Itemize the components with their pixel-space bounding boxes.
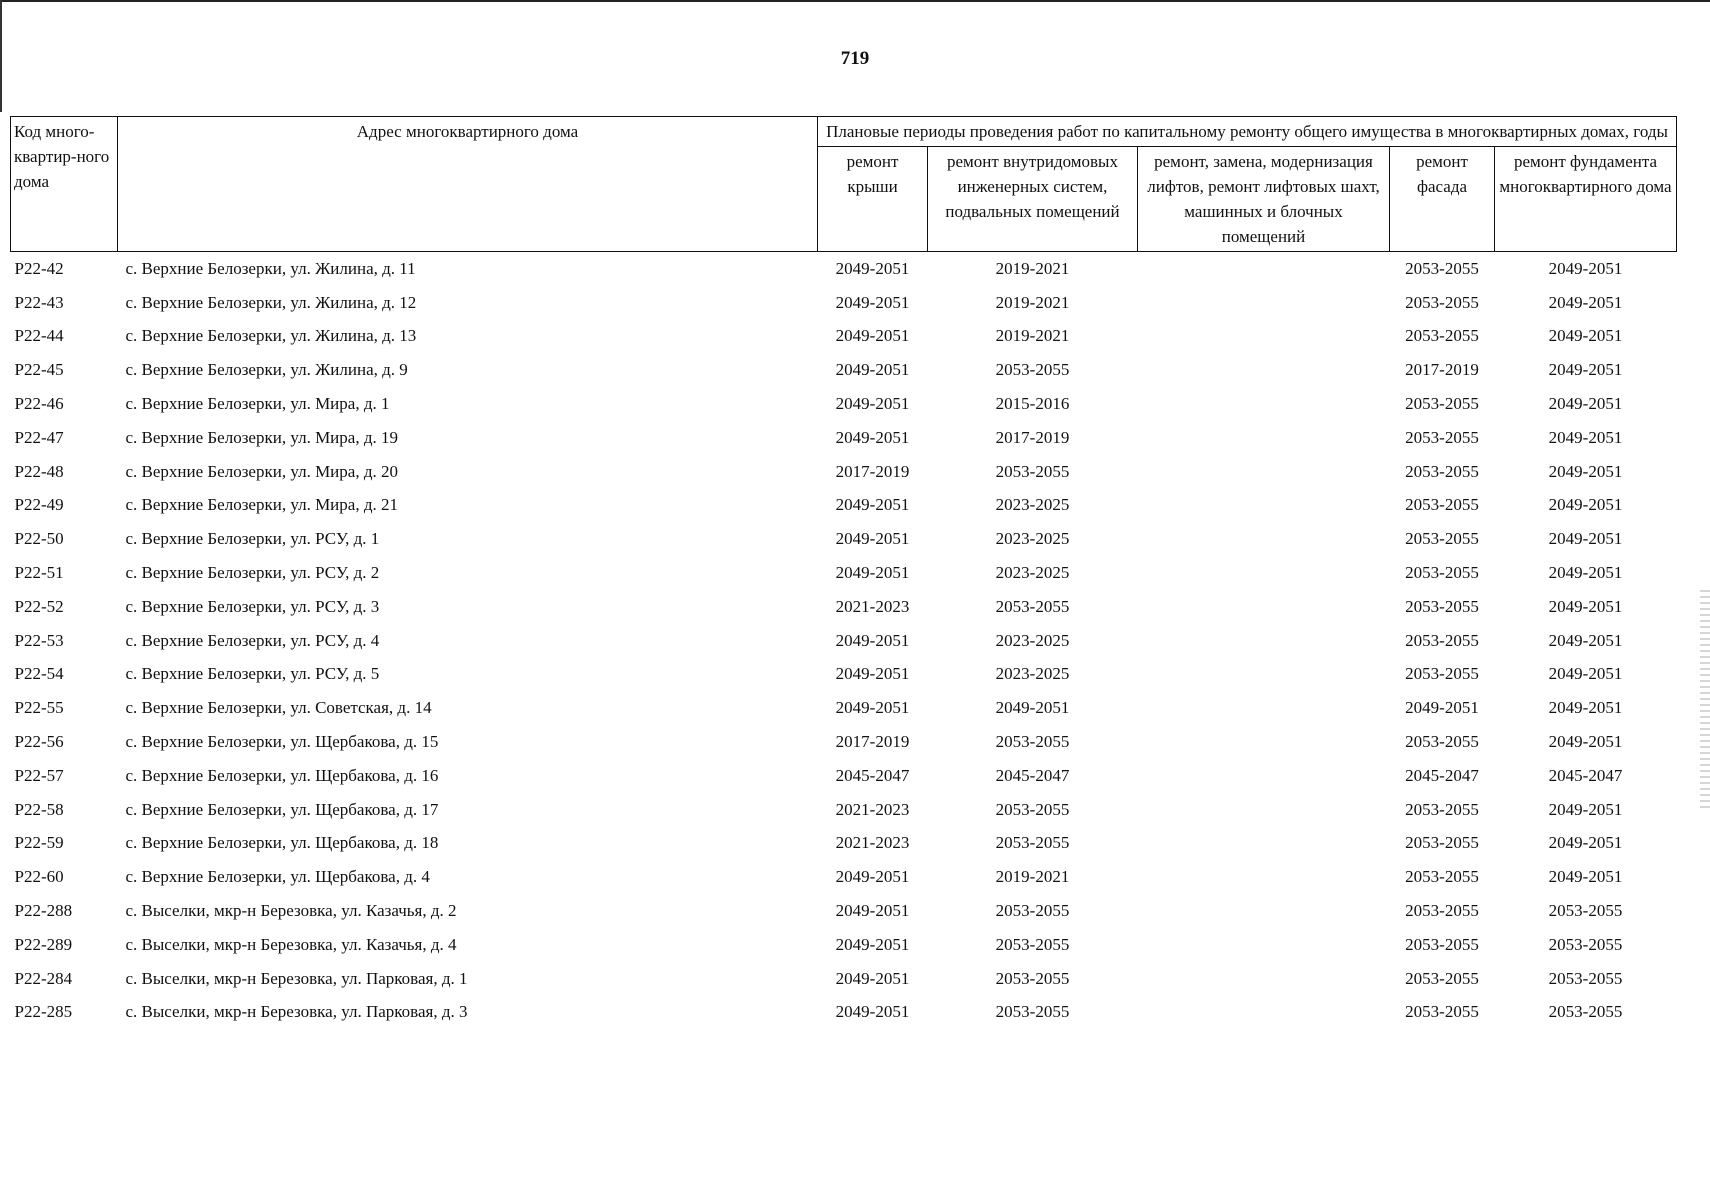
cell-code: Р22-50 <box>14 529 64 549</box>
cell-engineering-period: 2019-2021 <box>995 867 1070 887</box>
cell-foundation-period: 2049-2051 <box>1548 630 1623 650</box>
cell-address: с. Верхние Белозерки, ул. Щербакова, д. 16 <box>125 765 439 785</box>
cell-address: с. Верхние Белозерки, ул. РСУ, д. 2 <box>125 563 380 583</box>
page-number: 719 <box>840 48 870 69</box>
cell-elevators-period <box>1138 996 1390 1030</box>
cell-foundation-period: 2049-2051 <box>1548 360 1623 380</box>
table-row <box>11 928 1677 962</box>
cell-facade-period: 2053-2055 <box>1405 732 1479 752</box>
table-row <box>11 658 1677 692</box>
cell-foundation-period: 2053-2055 <box>1548 934 1623 954</box>
cell-address: с. Верхние Белозерки, ул. Мира, д. 20 <box>125 461 398 481</box>
cell-facade-period: 2053-2055 <box>1405 427 1479 447</box>
cell-roof-period: 2049-2051 <box>835 292 910 312</box>
cell-foundation-period: 2049-2051 <box>1548 732 1623 752</box>
cell-address: с. Выселки, мкр-н Березовка, ул. Казачья, д. 4 <box>125 934 457 954</box>
cell-address: с. Верхние Белозерки, ул. Мира, д. 1 <box>125 394 390 414</box>
cell-roof-period: 2049-2051 <box>835 326 910 346</box>
table-row <box>11 590 1677 624</box>
cell-elevators-period <box>1138 556 1390 590</box>
cell-elevators-period <box>1138 455 1390 489</box>
cell-engineering-period: 2053-2055 <box>995 732 1070 752</box>
cell-roof-period: 2021-2023 <box>835 833 910 853</box>
cell-address: с. Выселки, мкр-н Березовка, ул. Парковая, д. 3 <box>125 1002 468 1022</box>
cell-engineering-period: 2053-2055 <box>995 934 1070 954</box>
cell-elevators-period <box>1138 962 1390 996</box>
cell-code: Р22-284 <box>14 968 73 988</box>
cell-facade-period: 2053-2055 <box>1405 258 1479 278</box>
cell-foundation-period: 2049-2051 <box>1548 495 1623 515</box>
table-row <box>11 759 1677 793</box>
cell-roof-period: 2049-2051 <box>835 529 910 549</box>
table-row <box>11 793 1677 827</box>
cell-facade-period: 2053-2055 <box>1405 901 1479 921</box>
cell-engineering-period: 2053-2055 <box>995 360 1070 380</box>
cell-facade-period: 2049-2051 <box>1405 698 1479 718</box>
cell-code: Р22-44 <box>14 326 64 346</box>
cell-facade-period: 2053-2055 <box>1405 563 1479 583</box>
cell-foundation-period: 2049-2051 <box>1548 394 1623 414</box>
cell-code: Р22-60 <box>14 867 64 887</box>
cell-engineering-period: 2053-2055 <box>995 968 1070 988</box>
cell-address: с. Верхние Белозерки, ул. Жилина, д. 13 <box>125 326 417 346</box>
cell-roof-period: 2049-2051 <box>835 630 910 650</box>
cell-foundation-period: 2053-2055 <box>1548 1002 1623 1022</box>
cell-engineering-period: 2023-2025 <box>995 563 1070 583</box>
cell-elevators-period <box>1138 252 1390 286</box>
cell-address: с. Выселки, мкр-н Березовка, ул. Парковая, д. 1 <box>125 968 468 988</box>
cell-elevators-period <box>1138 759 1390 793</box>
cell-elevators-period <box>1138 421 1390 455</box>
cell-facade-period: 2053-2055 <box>1405 292 1479 312</box>
cell-roof-period: 2049-2051 <box>835 664 910 684</box>
cell-code: Р22-53 <box>14 630 64 650</box>
cell-code: Р22-47 <box>14 427 64 447</box>
cell-code: Р22-289 <box>14 934 73 954</box>
table-row <box>11 556 1677 590</box>
table-row <box>11 624 1677 658</box>
table-row <box>11 320 1677 354</box>
cell-foundation-period: 2049-2051 <box>1548 427 1623 447</box>
cell-engineering-period: 2023-2025 <box>995 664 1070 684</box>
cell-facade-period: 2053-2055 <box>1405 934 1479 954</box>
table-row <box>11 252 1677 286</box>
cell-roof-period: 2017-2019 <box>835 461 910 481</box>
cell-code: Р22-288 <box>14 901 73 921</box>
cell-foundation-period: 2053-2055 <box>1548 901 1623 921</box>
cell-elevators-period <box>1138 522 1390 556</box>
cell-foundation-period: 2049-2051 <box>1548 799 1623 819</box>
table-row <box>11 725 1677 759</box>
cell-elevators-period <box>1138 624 1390 658</box>
cell-facade-period: 2053-2055 <box>1405 495 1479 515</box>
cell-elevators-period <box>1138 353 1390 387</box>
cell-roof-period: 2049-2051 <box>835 901 910 921</box>
cell-engineering-period: 2023-2025 <box>995 630 1070 650</box>
cell-facade-period: 2053-2055 <box>1405 326 1479 346</box>
cell-elevators-period <box>1138 489 1390 523</box>
cell-engineering-period: 2053-2055 <box>995 461 1070 481</box>
cell-facade-period: 2053-2055 <box>1405 867 1479 887</box>
cell-elevators-period <box>1138 860 1390 894</box>
cell-code: Р22-52 <box>14 596 64 616</box>
cell-foundation-period: 2045-2047 <box>1548 765 1623 785</box>
cell-address: с. Выселки, мкр-н Березовка, ул. Казачья, д. 2 <box>125 901 457 921</box>
cell-address: с. Верхние Белозерки, ул. РСУ, д. 5 <box>125 664 380 684</box>
table-row <box>11 827 1677 861</box>
cell-code: Р22-56 <box>14 732 64 752</box>
cell-address: с. Верхние Белозерки, ул. Советская, д. 14 <box>125 698 432 718</box>
cell-engineering-period: 2053-2055 <box>995 1002 1070 1022</box>
cell-foundation-period: 2049-2051 <box>1548 326 1623 346</box>
cell-engineering-period: 2023-2025 <box>995 529 1070 549</box>
cell-elevators-period <box>1138 286 1390 320</box>
header-elevators: ремонт, замена, модернизация лифтов, ремонт лифтовых шахт, машинных и блочных помещений <box>1138 147 1390 252</box>
cell-facade-period: 2017-2019 <box>1405 360 1479 380</box>
cell-elevators-period <box>1138 590 1390 624</box>
cell-engineering-period: 2023-2025 <box>995 495 1070 515</box>
cell-roof-period: 2049-2051 <box>835 394 910 414</box>
cell-facade-period: 2053-2055 <box>1405 1002 1479 1022</box>
table-row <box>11 286 1677 320</box>
cell-roof-period: 2049-2051 <box>835 258 910 278</box>
cell-code: Р22-49 <box>14 495 64 515</box>
cell-roof-period: 2017-2019 <box>835 732 910 752</box>
cell-foundation-period: 2049-2051 <box>1548 258 1623 278</box>
cell-roof-period: 2049-2051 <box>835 698 910 718</box>
cell-engineering-period: 2045-2047 <box>995 765 1070 785</box>
header-roof: ремонт крыши <box>818 147 928 252</box>
table-row <box>11 522 1677 556</box>
cell-engineering-period: 2053-2055 <box>995 833 1070 853</box>
cell-roof-period: 2049-2051 <box>835 1002 910 1022</box>
cell-engineering-period: 2053-2055 <box>995 799 1070 819</box>
cell-foundation-period: 2049-2051 <box>1548 664 1623 684</box>
cell-foundation-period: 2049-2051 <box>1548 867 1623 887</box>
cell-engineering-period: 2015-2016 <box>995 394 1070 414</box>
cell-code: Р22-57 <box>14 765 64 785</box>
table-row <box>11 489 1677 523</box>
cell-code: Р22-46 <box>14 394 64 414</box>
table-row <box>11 455 1677 489</box>
table-row <box>11 691 1677 725</box>
cell-engineering-period: 2019-2021 <box>995 326 1070 346</box>
table-row <box>11 860 1677 894</box>
cell-roof-period: 2049-2051 <box>835 495 910 515</box>
cell-facade-period: 2053-2055 <box>1405 833 1479 853</box>
cell-elevators-period <box>1138 320 1390 354</box>
header-code: Код много-квартир-ного дома <box>11 117 118 252</box>
header-address: Адрес многоквартирного дома <box>118 117 818 252</box>
cell-address: с. Верхние Белозерки, ул. РСУ, д. 1 <box>125 529 380 549</box>
cell-foundation-period: 2049-2051 <box>1548 461 1623 481</box>
cell-code: Р22-54 <box>14 664 64 684</box>
cell-foundation-period: 2049-2051 <box>1548 698 1623 718</box>
cell-address: с. Верхние Белозерки, ул. РСУ, д. 4 <box>125 630 380 650</box>
cell-facade-period: 2053-2055 <box>1405 799 1479 819</box>
cell-code: Р22-43 <box>14 292 64 312</box>
cell-address: с. Верхние Белозерки, ул. Щербакова, д. 17 <box>125 799 439 819</box>
cell-foundation-period: 2053-2055 <box>1548 968 1623 988</box>
cell-elevators-period <box>1138 793 1390 827</box>
cell-address: с. Верхние Белозерки, ул. Мира, д. 21 <box>125 495 398 515</box>
header-facade: ремонт фасада <box>1390 147 1495 252</box>
cell-engineering-period: 2053-2055 <box>995 596 1070 616</box>
cell-code: Р22-59 <box>14 833 64 853</box>
table-row <box>11 996 1677 1030</box>
cell-elevators-period <box>1138 387 1390 421</box>
cell-code: Р22-285 <box>14 1002 73 1022</box>
cell-elevators-period <box>1138 928 1390 962</box>
header-foundation: ремонт фундамента многоквартирного дома <box>1495 147 1677 252</box>
cell-roof-period: 2021-2023 <box>835 596 910 616</box>
cell-foundation-period: 2049-2051 <box>1548 529 1623 549</box>
cell-foundation-period: 2049-2051 <box>1548 596 1623 616</box>
cell-roof-period: 2049-2051 <box>835 968 910 988</box>
cell-roof-period: 2049-2051 <box>835 427 910 447</box>
cell-facade-period: 2053-2055 <box>1405 630 1479 650</box>
header-engineering: ремонт внутридомовых инженерных систем, подвальных помещений <box>928 147 1138 252</box>
table-row <box>11 387 1677 421</box>
cell-facade-period: 2053-2055 <box>1405 968 1479 988</box>
cell-engineering-period: 2053-2055 <box>995 901 1070 921</box>
cell-roof-period: 2049-2051 <box>835 563 910 583</box>
cell-address: с. Верхние Белозерки, ул. Щербакова, д. 15 <box>125 732 439 752</box>
cell-address: с. Верхние Белозерки, ул. Жилина, д. 11 <box>125 258 416 278</box>
cell-code: Р22-42 <box>14 258 64 278</box>
cell-code: Р22-51 <box>14 563 64 583</box>
cell-facade-period: 2053-2055 <box>1405 529 1479 549</box>
cell-code: Р22-58 <box>14 799 64 819</box>
header-periods-group: Плановые периоды проведения работ по капитальному ремонту общего имущества в многоквартирных домах, годы <box>818 117 1677 147</box>
cell-elevators-period <box>1138 725 1390 759</box>
cell-code: Р22-45 <box>14 360 64 380</box>
cell-facade-period: 2053-2055 <box>1405 394 1479 414</box>
cell-engineering-period: 2019-2021 <box>995 258 1070 278</box>
cell-roof-period: 2045-2047 <box>835 765 910 785</box>
cell-elevators-period <box>1138 894 1390 928</box>
cell-engineering-period: 2049-2051 <box>995 698 1070 718</box>
cell-facade-period: 2053-2055 <box>1405 664 1479 684</box>
cell-facade-period: 2045-2047 <box>1405 765 1479 785</box>
cell-facade-period: 2053-2055 <box>1405 596 1479 616</box>
cell-roof-period: 2049-2051 <box>835 867 910 887</box>
cell-address: с. Верхние Белозерки, ул. Жилина, д. 12 <box>125 292 417 312</box>
cell-roof-period: 2021-2023 <box>835 799 910 819</box>
cell-elevators-period <box>1138 827 1390 861</box>
cell-code: Р22-55 <box>14 698 64 718</box>
cell-elevators-period <box>1138 658 1390 692</box>
cell-foundation-period: 2049-2051 <box>1548 563 1623 583</box>
table-row <box>11 962 1677 996</box>
scan-artifact <box>1700 590 1710 810</box>
table-row <box>11 353 1677 387</box>
cell-code: Р22-48 <box>14 461 64 481</box>
cell-engineering-period: 2017-2019 <box>995 427 1070 447</box>
table-row <box>11 421 1677 455</box>
capital-repair-table <box>10 116 1677 1029</box>
table-body <box>11 252 1677 1030</box>
table-header <box>11 117 1677 252</box>
cell-roof-period: 2049-2051 <box>835 360 910 380</box>
cell-address: с. Верхние Белозерки, ул. РСУ, д. 3 <box>125 596 380 616</box>
cell-foundation-period: 2049-2051 <box>1548 833 1623 853</box>
cell-address: с. Верхние Белозерки, ул. Жилина, д. 9 <box>125 360 408 380</box>
cell-address: с. Верхние Белозерки, ул. Щербакова, д. 4 <box>125 867 430 887</box>
cell-roof-period: 2049-2051 <box>835 934 910 954</box>
cell-address: с. Верхние Белозерки, ул. Мира, д. 19 <box>125 427 398 447</box>
table-row <box>11 894 1677 928</box>
cell-address: с. Верхние Белозерки, ул. Щербакова, д. 18 <box>125 833 439 853</box>
cell-facade-period: 2053-2055 <box>1405 461 1479 481</box>
cell-engineering-period: 2019-2021 <box>995 292 1070 312</box>
top-border-line <box>0 0 1710 2</box>
cell-elevators-period <box>1138 691 1390 725</box>
cell-foundation-period: 2049-2051 <box>1548 292 1623 312</box>
